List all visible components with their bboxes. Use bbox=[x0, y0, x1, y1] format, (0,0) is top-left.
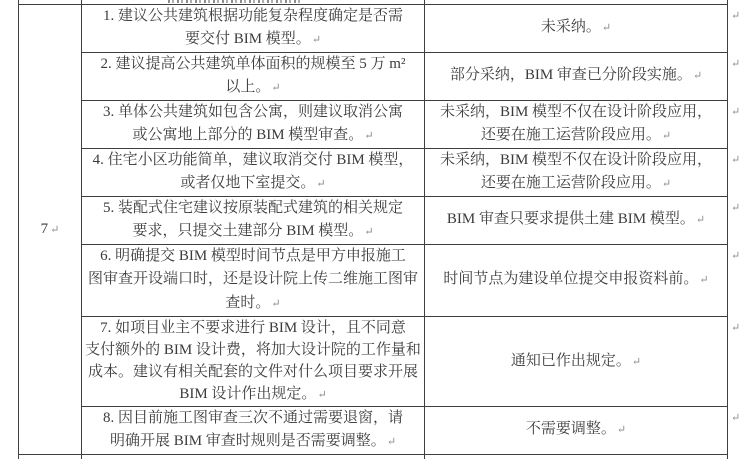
row-end-paragraph-mark-icon: ↵ bbox=[731, 322, 741, 334]
suggestion-text: 1. 建议公共建筑根据功能复杂程度确定是否需 bbox=[102, 7, 403, 24]
paragraph-mark-icon: ↵ bbox=[692, 70, 703, 83]
suggestion-cell[interactable] bbox=[82, 149, 424, 196]
reply-cell[interactable] bbox=[425, 317, 727, 406]
suggestion-text: 以上。 bbox=[225, 79, 271, 95]
suggestion-cell[interactable] bbox=[82, 245, 424, 316]
row-end-paragraph-mark-icon: ↵ bbox=[731, 202, 741, 214]
suggestion-cell[interactable] bbox=[82, 53, 424, 100]
suggestion-text-line bbox=[82, 361, 424, 383]
reply-text-line bbox=[425, 16, 727, 41]
suggestion-text-line bbox=[82, 383, 424, 406]
paragraph-mark-icon: ↵ bbox=[601, 22, 612, 35]
paragraph-mark-icon: ↵ bbox=[616, 424, 627, 437]
suggestion-text-line bbox=[82, 149, 424, 173]
row-number-text: 7 bbox=[40, 221, 49, 237]
suggestion-text-line bbox=[82, 5, 424, 29]
paragraph-mark-icon: ↵ bbox=[631, 355, 642, 368]
row-end-paragraph-mark-icon: ↵ bbox=[731, 154, 741, 166]
suggestion-text-line bbox=[82, 317, 424, 339]
suggestion-text: 成本。建议有相关配套的文件对什么项目要求开展 bbox=[87, 364, 418, 380]
reply-text: 部分采纳，BIM 审查已分阶段实施。 bbox=[449, 67, 692, 84]
suggestion-text: 2. 建议提高公共建筑单体面积的规模至 5 万 m² bbox=[100, 55, 406, 72]
reply-text: 未采纳，BIM 模型不仅在设计阶段应用， bbox=[439, 103, 713, 120]
suggestion-text: 明确开展 BIM 审查时规则是否需要调整。 bbox=[109, 433, 386, 449]
suggestion-text: 或公寓地上部分的 BIM 模型审查。 bbox=[132, 127, 364, 143]
suggestion-text-line bbox=[82, 172, 424, 197]
suggestion-text-line bbox=[82, 197, 424, 221]
paragraph-mark-icon: ↵ bbox=[364, 226, 374, 238]
suggestion-text-line bbox=[82, 407, 424, 431]
suggestion-text: 5. 装配式住宅建议按原装配式建筑的相关规定 bbox=[102, 199, 403, 216]
paragraph-mark-icon: ↵ bbox=[311, 34, 322, 46]
paragraph-mark-icon: ↵ bbox=[386, 436, 397, 448]
suggestion-text: BIM 设计作出规定。 bbox=[179, 386, 317, 403]
paragraph-mark-icon: ↵ bbox=[661, 130, 672, 142]
paragraph-mark-icon: ↵ bbox=[271, 297, 281, 310]
suggestion-text-line bbox=[82, 220, 424, 245]
suggestion-text: 或者仅地下室提交。 bbox=[180, 175, 316, 191]
paragraph-mark-icon: ↵ bbox=[695, 214, 706, 227]
reply-cell[interactable] bbox=[425, 407, 727, 454]
reply-text-line bbox=[425, 208, 727, 233]
reply-text: 通知已作出规定。 bbox=[510, 352, 631, 369]
suggestion-cell[interactable] bbox=[82, 317, 424, 406]
reply-text-line bbox=[425, 101, 727, 125]
suggestion-text-line bbox=[82, 53, 424, 77]
reply-cell[interactable] bbox=[425, 245, 727, 316]
paragraph-mark-icon: ↵ bbox=[271, 82, 281, 94]
paragraph-mark-icon: ↵ bbox=[316, 178, 326, 190]
suggestion-cell[interactable] bbox=[82, 5, 424, 52]
row-end-paragraph-mark-icon: ↵ bbox=[731, 58, 741, 70]
suggestion-text-line bbox=[82, 430, 424, 455]
reply-text: 还要在施工运营阶段应用。 bbox=[480, 127, 661, 143]
reply-text-line bbox=[425, 268, 727, 293]
reply-text: BIM 审查只要求提供土建 BIM 模型。 bbox=[446, 211, 695, 228]
row-end-paragraph-mark-icon: ↵ bbox=[731, 106, 741, 118]
reply-text: 还要在施工运营阶段应用。 bbox=[480, 175, 661, 191]
reply-text-line bbox=[425, 124, 727, 149]
reply-text-line bbox=[425, 418, 727, 443]
suggestion-text: 图审查开设端口时，还是设计院上传二维施工图审 bbox=[87, 271, 418, 288]
reply-text-line bbox=[425, 64, 727, 89]
reply-cell[interactable] bbox=[425, 197, 727, 244]
clipped-previous-row-text bbox=[168, 0, 302, 3]
paragraph-mark-icon: ↵ bbox=[50, 224, 60, 236]
suggestion-text-line bbox=[82, 124, 424, 149]
reply-text-line bbox=[425, 172, 727, 197]
suggestion-text-line bbox=[82, 76, 424, 101]
suggestion-text: 3. 单体公共建筑如包含公寓，则建议取消公寓 bbox=[102, 103, 403, 120]
suggestion-text: 7. 如项目业主不要求进行 BIM 设计，且不同意 bbox=[100, 319, 406, 336]
paragraph-mark-icon: ↵ bbox=[699, 274, 709, 287]
reply-text-line bbox=[425, 149, 727, 173]
suggestion-text-line bbox=[82, 101, 424, 125]
row-end-paragraph-mark-icon: ↵ bbox=[731, 250, 741, 262]
reply-text: 未采纳。 bbox=[540, 19, 601, 36]
reply-cell[interactable] bbox=[425, 149, 727, 196]
row-end-paragraph-mark-icon: ↵ bbox=[731, 412, 741, 424]
suggestion-cell[interactable] bbox=[82, 197, 424, 244]
suggestion-text-line bbox=[82, 28, 424, 53]
suggestion-cell[interactable] bbox=[82, 407, 424, 454]
suggestion-text: 8. 因目前施工图审查三次不通过需要退窗，请 bbox=[102, 409, 403, 426]
suggestion-text: 要交付 BIM 模型。 bbox=[184, 31, 311, 47]
suggestion-text: 6. 明确提交 BIM 模型时间节点是甲方申报施工 bbox=[100, 247, 406, 264]
reply-cell[interactable] bbox=[425, 5, 727, 52]
table-border-vertical-3 bbox=[727, 0, 728, 459]
paragraph-mark-icon: ↵ bbox=[661, 178, 672, 190]
suggestion-text: 查时。 bbox=[225, 294, 271, 311]
row-end-paragraph-mark-icon: ↵ bbox=[731, 10, 741, 22]
suggestion-text-line bbox=[82, 339, 424, 361]
paragraph-mark-icon: ↵ bbox=[364, 130, 374, 142]
reply-cell[interactable] bbox=[425, 53, 727, 100]
reply-text-line bbox=[425, 350, 727, 373]
suggestion-text-line bbox=[82, 268, 424, 292]
reply-text: 不需要调整。 bbox=[525, 421, 616, 438]
suggestion-text-line bbox=[82, 292, 424, 317]
suggestion-text: 4. 住宅小区功能简单，建议取消交付 BIM 模型， bbox=[92, 151, 414, 168]
row-number-cell[interactable] bbox=[19, 5, 81, 454]
suggestion-text: 支付额外的 BIM 设计费，将加大设计院的工作量和 bbox=[85, 341, 421, 358]
reply-text: 未采纳，BIM 模型不仅在设计阶段应用， bbox=[439, 151, 713, 168]
suggestion-text: 要求，只提交土建部分 BIM 模型。 bbox=[132, 223, 364, 239]
suggestion-cell[interactable] bbox=[82, 101, 424, 148]
reply-cell[interactable] bbox=[425, 101, 727, 148]
reply-text: 时间节点为建设单位提交申报资料前。 bbox=[443, 271, 699, 288]
suggestion-text-line bbox=[82, 245, 424, 269]
paragraph-mark-icon: ↵ bbox=[317, 389, 327, 402]
